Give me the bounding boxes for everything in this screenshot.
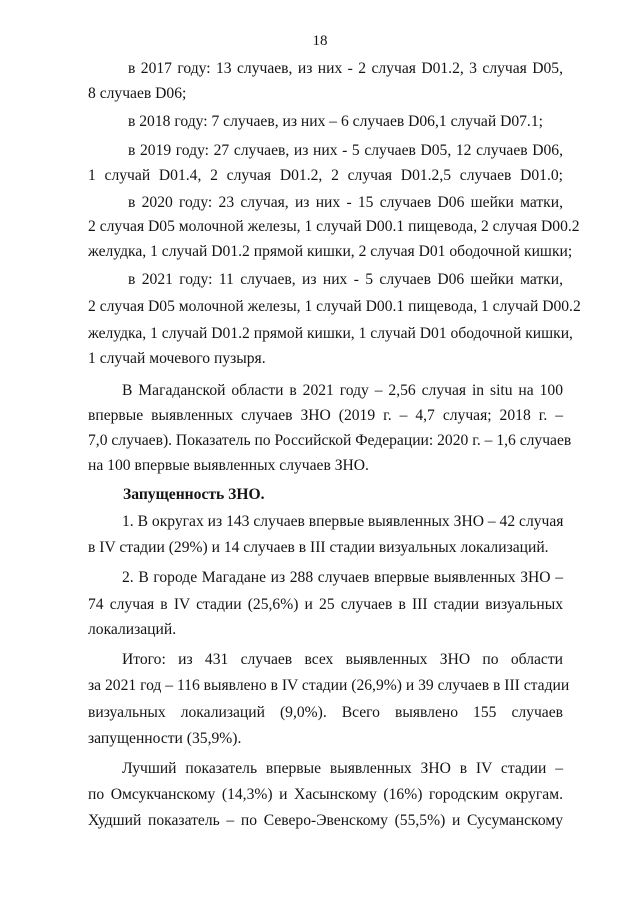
- text-line: 74 случая в IV стадии (25,6%) и 25 случаев в III стадии визуальных: [88, 596, 563, 613]
- text-line: 2. В городе Магадане из 288 случаев впервые выявленных ЗНО –: [122, 569, 563, 586]
- text-line: по Омсукчанскому (14,3%) и Хасынскому (16%) городским округам.: [88, 786, 563, 803]
- text-line: Худший показатель – по Северо-Эвенскому (55,5%) и Сусуманскому: [88, 812, 563, 829]
- text-line: за 2021 год – 116 выявлено в IV стадии (26,9%) и 39 случаев в III стадии: [88, 677, 570, 694]
- text-line: впервые выявленных случаев ЗНО (2019 г. – 4,7 случая; 2018 г. –: [88, 407, 563, 424]
- text-line: локализаций.: [88, 621, 177, 638]
- text-line: в IV стадии (29%) и 14 случаев в III стадии визуальных локализаций.: [88, 539, 549, 556]
- text-line: 1. В округах из 143 случаев впервые выявленных ЗНО – 42 случая: [122, 513, 564, 530]
- text-line: 2 случая D05 молочной железы, 1 случай D00.1 пищевода, 1 случай D00.2: [88, 298, 581, 315]
- text-line: желудка, 1 случай D01.2 прямой кишки, 1 случай D01 ободочной кишки,: [88, 325, 573, 342]
- text-line: 1 случай D01.4, 2 случая D01.2, 2 случая D01.2,5 случаев D01.0;: [88, 167, 563, 184]
- text-line: 7,0 случаев). Показатель по Российской Федерации: 2020 г. – 1,6 случаев: [88, 432, 572, 449]
- text-line: Итого: из 431 случаев всех выявленных ЗНО по области: [122, 651, 563, 668]
- text-line: на 100 впервые выявленных случаев ЗНО.: [88, 457, 369, 474]
- text-line: запущенности (35,9%).: [88, 730, 242, 747]
- text-line: В Магаданской области в 2021 году – 2,56 случая in situ на 100: [122, 382, 563, 399]
- text-line: в 2021 году: 11 случаев, из них - 5 случаев D06 шейки матки,: [128, 271, 563, 288]
- text-line: 1 случай мочевого пузыря.: [88, 350, 266, 367]
- text-line: желудка, 1 случай D01.2 прямой кишки, 2 случая D01 ободочной кишки;: [88, 243, 573, 260]
- text-line: 8 случаев D06;: [88, 85, 187, 102]
- page-number: 18: [312, 33, 328, 49]
- text-line: в 2017 году: 13 случаев, из них - 2 случая D01.2, 3 случая D05,: [128, 60, 563, 77]
- text-line: в 2019 году: 27 случаев, из них - 5 случаев D05, 12 случаев D06,: [128, 142, 563, 159]
- text-line: в 2018 году: 7 случаев, из них – 6 случаев D06,1 случай D07.1;: [128, 113, 543, 130]
- text-line: в 2020 году: 23 случая, из них - 15 случаев D06 шейки матки,: [128, 194, 563, 211]
- text-line: Лучший показатель впервые выявленных ЗНО в IV стадии –: [122, 760, 563, 777]
- section-heading: Запущенность ЗНО.: [123, 486, 265, 503]
- text-line: визуальных локализаций (9,0%). Всего выявлено 155 случаев: [88, 704, 563, 721]
- text-line: 2 случая D05 молочной железы, 1 случай D00.1 пищевода, 2 случая D00.2: [88, 218, 580, 235]
